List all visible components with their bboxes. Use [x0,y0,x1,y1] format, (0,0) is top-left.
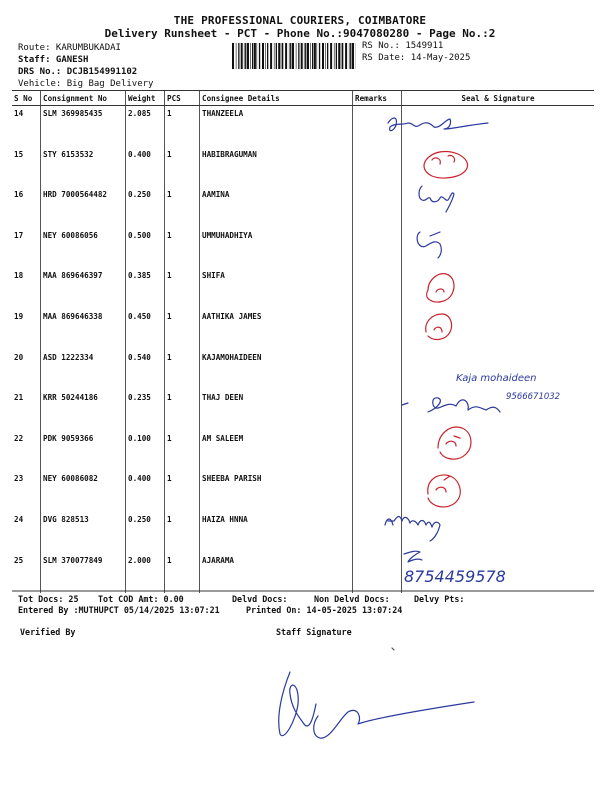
cell-signature [402,390,595,431]
cell-remarks [353,350,402,391]
cell-consignment: PDK 9059366 [41,431,126,472]
delvd-docs: Delvd Docs: [232,594,288,604]
cell-sno: 25 [14,555,24,565]
cell-remarks [353,106,402,147]
cell-sno: 21 [14,393,24,403]
cell-consignment: SLM 370077849 [41,553,126,594]
cell-pcs: 1 [165,309,200,350]
cell-remarks [353,228,402,269]
cell-signature [402,553,595,594]
cell-signature [402,268,595,309]
cell-consignment: HRD 7000564482 [41,187,126,228]
table-row [12,390,594,431]
cell-consignee: THAJ DEEN [200,390,353,431]
cell-weight: 0.385 [126,268,165,309]
cell-consignment: STY 6153532 [41,147,126,188]
cell-consignment: DVG 828513 [41,512,126,553]
cell-consignee: THANZEELA [200,106,353,147]
table-row [12,106,594,147]
cell-weight: 0.100 [126,431,165,472]
handwritten-phone-25: 8754459578 [404,567,506,586]
document-title: THE PROFESSIONAL COURIERS, COIMBATORE [173,14,427,27]
cell-signature [402,147,595,188]
cell-consignment: KRR 50244186 [41,390,126,431]
cell-remarks [353,390,402,431]
rs-number: RS No.: 1549911 [362,41,444,51]
handwritten-name: Kaja mohaideen [456,373,537,384]
entered-by: Entered By :MUTHUPCT 05/14/2025 13:07:21 [18,605,220,615]
cell-sno: 23 [14,474,24,484]
table-row [12,350,594,391]
cell-weight: 0.400 [126,471,165,512]
col-weight: Weight [126,91,165,106]
barcode [232,43,356,69]
cell-pcs: 1 [165,147,200,188]
cell-pcs: 1 [165,268,200,309]
col-consignee: Consignee Details [200,91,353,106]
table-header-row [12,91,594,106]
drs-number: DRS No.: DCJB154991102 [18,67,138,77]
tot-docs: Tot Docs: 25 [18,594,79,604]
cell-pcs: 1 [165,106,200,147]
cell-pcs: 1 [165,553,200,594]
cell-remarks [353,187,402,228]
table-row [12,187,594,228]
table-row [12,553,594,594]
table-row [12,471,594,512]
cell-signature [402,106,595,147]
cell-sno: 16 [14,190,24,200]
cell-consignment: NEY 60086056 [41,228,126,269]
cell-consignee: AATHIKA JAMES [200,309,353,350]
cell-consignee: KAJAMOHAIDEEN [200,350,353,391]
cell-sno: 24 [14,514,24,524]
cell-pcs: 1 [165,187,200,228]
col-remarks: Remarks [353,91,402,106]
cell-consignee: AJARAMA [200,553,353,594]
cell-pcs: 1 [165,350,200,391]
table-row [12,147,594,188]
cell-sno: 14 [14,109,24,118]
cell-consignee: SHIFA [200,268,353,309]
cell-sno: 22 [14,433,24,443]
verified-by-label: Verified By [20,627,76,637]
document-subtitle: Delivery Runsheet - PCT - Phone No.:9047080280 - Page No.:2 [104,27,496,40]
table-row [12,268,594,309]
cell-remarks [353,431,402,472]
cell-consignment: MAA 869646338 [41,309,126,350]
cell-signature [402,228,595,269]
staff-signature [279,672,474,738]
printed-on: Printed On: 14-05-2025 13:07:24 [246,605,403,615]
cell-remarks [353,512,402,553]
non-delvd-docs: Non Delvd Docs: [314,594,390,604]
cell-signature [402,187,595,228]
cell-weight: 0.235 [126,390,165,431]
cell-remarks [353,147,402,188]
rs-date: RS Date: 14-May-2025 [362,53,471,63]
table-row [12,228,594,269]
cell-sno: 17 [14,230,24,240]
cell-signature [402,350,595,391]
cell-sno: 18 [14,271,24,281]
cell-signature [402,471,595,512]
cell-remarks [353,268,402,309]
cell-pcs: 1 [165,471,200,512]
table-row [12,431,594,472]
cell-consignee: AM SALEEM [200,431,353,472]
delivery-table [12,90,594,593]
col-consignment: Consignment No [41,91,126,106]
cell-remarks [353,471,402,512]
cell-pcs: 1 [165,228,200,269]
cell-signature [402,431,595,472]
cell-remarks [353,309,402,350]
cell-remarks [353,553,402,594]
cell-pcs: 1 [165,512,200,553]
cell-signature [402,309,595,350]
cell-pcs: 1 [165,431,200,472]
cell-sno: 20 [14,352,24,362]
cell-weight: 0.250 [126,187,165,228]
col-sno: S No [12,91,41,106]
col-signature: Seal & Signature [402,91,595,106]
cell-consignee: AAMINA [200,187,353,228]
col-pcs: PCS [165,91,200,106]
staff-label: Staff: GANESH [18,55,89,65]
cell-consignee: SHEEBA PARISH [200,471,353,512]
cell-weight: 0.500 [126,228,165,269]
cell-consignment: SLM 369985435 [41,106,126,147]
tot-cod-amt: Tot COD Amt: 0.00 [98,594,184,604]
staff-signature-label: Staff Signature [276,627,352,637]
cell-weight: 2.085 [126,106,165,147]
handwritten-phone-21: 9566671032 [506,392,561,402]
vehicle-label: Vehicle: Big Bag Delivery [18,79,154,89]
table-row [12,309,594,350]
cell-consignment: NEY 60086082 [41,471,126,512]
cell-weight: 2.000 [126,553,165,594]
cell-sno: 15 [14,149,24,159]
cell-pcs: 1 [165,390,200,431]
cell-signature [402,512,595,553]
delvy-pts: Delvy Pts: [414,594,465,604]
table-row [12,512,594,553]
pencil-mark [392,648,394,650]
cell-consignee: UMMUHADHIYA [200,228,353,269]
cell-weight: 0.250 [126,512,165,553]
cell-consignment: MAA 869646397 [41,268,126,309]
cell-weight: 0.540 [126,350,165,391]
cell-consignment: ASD 1222334 [41,350,126,391]
cell-consignee: HAIZA HNNA [200,512,353,553]
route-label: Route: KARUMBUKADAI [18,43,121,53]
cell-consignee: HABIBRAGUMAN [200,147,353,188]
cell-weight: 0.450 [126,309,165,350]
cell-weight: 0.400 [126,147,165,188]
cell-sno: 19 [14,311,24,321]
